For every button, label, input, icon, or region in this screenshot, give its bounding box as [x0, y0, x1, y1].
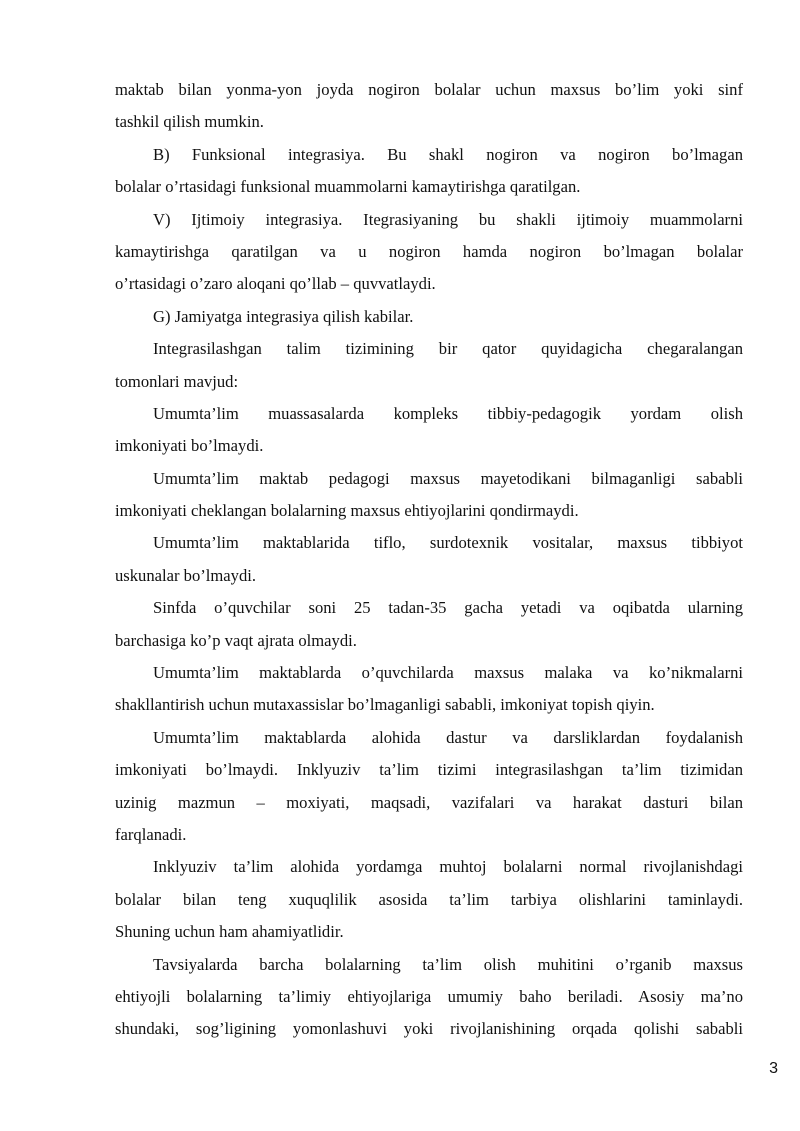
- text-line: o’rtasidagi o’zaro aloqani qo’llab – quvvatlaydi.: [115, 274, 436, 294]
- text-line: Umumta’lim maktab pedagogi maxsus mayetodikani bilmaganligi sababli: [153, 468, 743, 488]
- text-line: Shuning uchun ham ahamiyatlidir.: [115, 922, 344, 942]
- text-line: shakllantirish uchun mutaxassislar bo’lmaganligi sababli, imkoniyat topish qiyin.: [115, 695, 655, 715]
- text-line: maktab bilan yonma-yon joyda nogiron bolalar uchun maxsus bo’lim yoki sinf: [115, 80, 743, 99]
- text-line: barchasiga ko’p vaqt ajrata olmaydi.: [115, 630, 357, 650]
- text-line: B) Funksional integrasiya. Bu shakl nogiron va nogiron bo’lmagan: [153, 144, 743, 164]
- text-line: uzinig mazmun – moxiyati, maqsadi, vazifalari va harakat dasturi bilan: [115, 792, 743, 812]
- text-line: imkoniyati cheklangan bolalarning maxsus ehtiyojlarini qondirmaydi.: [115, 501, 579, 521]
- text-line: G) Jamiyatga integrasiya qilish kabilar.: [153, 306, 414, 326]
- text-line: ehtiyojli bolalarning ta’limiy ehtiyojlariga umumiy baho beriladi. Asosiy ma’no: [115, 986, 743, 1006]
- text-line: Umumta’lim maktablarda alohida dastur va darsliklardan foydalanish: [153, 727, 743, 747]
- text-line: Integrasilashgan talim tizimining bir qator quyidagicha chegaralangan: [153, 339, 743, 359]
- text-line: imkoniyati bo’lmaydi.: [115, 436, 264, 456]
- text-line: Tavsiyalarda barcha bolalarning ta’lim olish muhitini o’rganib maxsus: [153, 954, 743, 974]
- text-line: bolalar o’rtasidagi funksional muammolarni kamaytirishga qaratilgan.: [115, 177, 581, 197]
- text-line: Umumta’lim maktablarda o’quvchilarda maxsus malaka va ko’nikmalarni: [153, 663, 743, 683]
- text-line: Inklyuziv ta’lim alohida yordamga muhtoj bolalarni normal rivojlanishdagi: [153, 857, 743, 877]
- text-line: shundaki, sog’ligining yomonlashuvi yoki rivojlanishining orqada qolishi sababli: [115, 1019, 743, 1039]
- text-line: Sinfda o’quvchilar soni 25 tadan-35 gacha yetadi va oqibatda ularning: [153, 598, 743, 618]
- text-line: farqlanadi.: [115, 824, 187, 844]
- text-line: imkoniyati bo’lmaydi. Inklyuziv ta’lim tizimi integrasilashgan ta’lim tizimidan: [115, 760, 743, 780]
- text-line: tomonlari mavjud:: [115, 371, 239, 391]
- text-line: bolalar bilan teng xuquqlilik asosida ta’lim tarbiya olishlarini taminlaydi.: [115, 889, 743, 909]
- body-text: [115, 74, 743, 1046]
- text-line: Umumta’lim muassasalarda kompleks tibbiy-pedagogik yordam olish: [153, 403, 743, 423]
- text-line: uskunalar bo’lmaydi.: [115, 565, 257, 585]
- page-number: 3: [769, 1060, 778, 1077]
- text-line: kamaytirishga qaratilgan va u nogiron hamda nogiron bo’lmagan bolalar: [115, 241, 743, 261]
- text-line: Umumta’lim maktablarida tiflo, surdotexnik vositalar, maxsus tibbiyot: [153, 533, 743, 553]
- text-line: tashkil qilish mumkin.: [115, 112, 264, 132]
- text-line: V) Ijtimoiy integrasiya. Itegrasiyaning bu shakli ijtimoiy muammolarni: [153, 209, 743, 229]
